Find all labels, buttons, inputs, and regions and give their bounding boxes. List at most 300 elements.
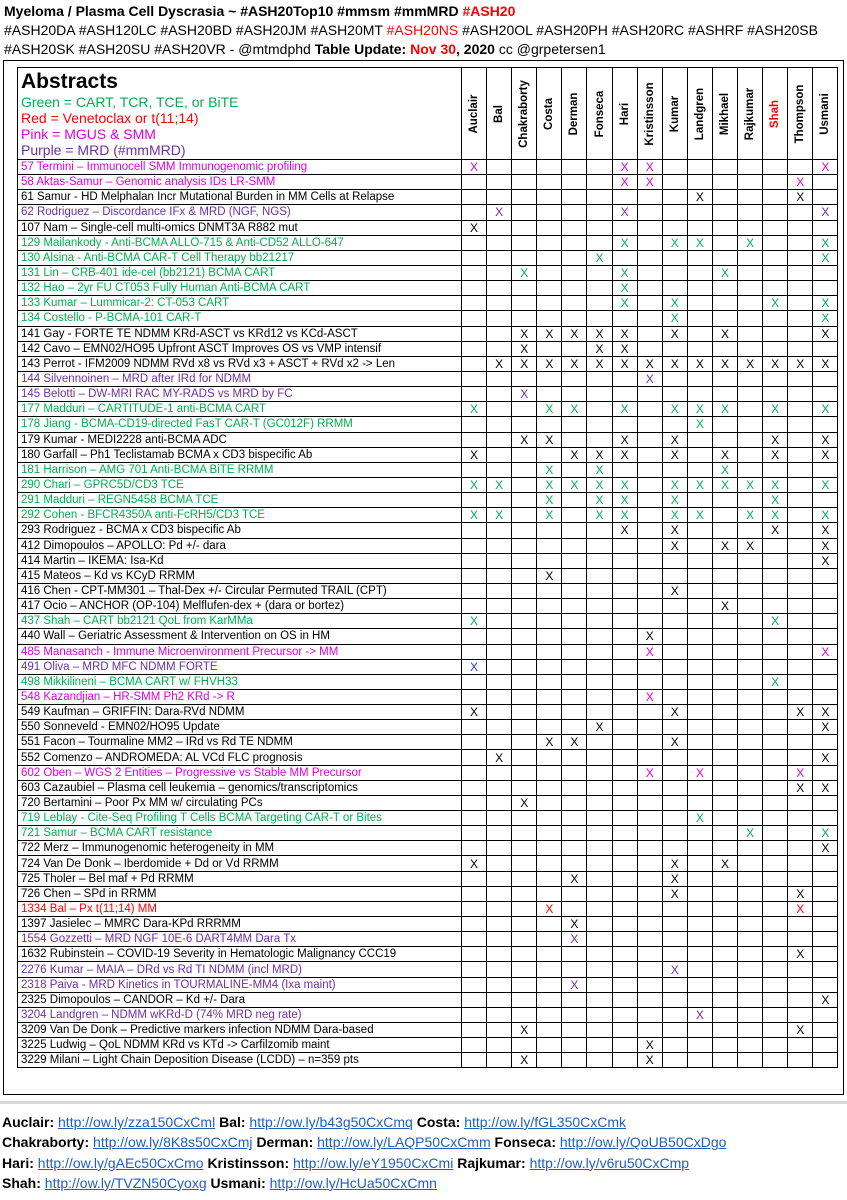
mark-cell xyxy=(813,674,838,689)
mark-cell: X xyxy=(562,356,587,371)
abstract-title: 491 Oliva – MRD MFC NDMM FORTE xyxy=(18,659,462,674)
mark-cell: X xyxy=(562,932,587,947)
table-row xyxy=(18,992,838,1007)
mark-cell xyxy=(512,932,537,947)
mark-cell xyxy=(763,689,788,704)
author-name: Mikhael xyxy=(718,92,731,135)
mark-cell: X xyxy=(712,599,737,614)
mark-cell xyxy=(813,886,838,901)
mark-cell xyxy=(687,614,712,629)
mark-cell: X xyxy=(537,493,562,508)
mark-cell xyxy=(537,553,562,568)
mark-cell xyxy=(813,265,838,280)
mark-cell: X xyxy=(763,493,788,508)
author-header-auclair xyxy=(462,68,487,160)
author-header-usmani xyxy=(813,68,838,160)
mark-cell xyxy=(562,538,587,553)
mark-cell: X xyxy=(813,780,838,795)
author-link[interactable]: http://ow.ly/zza150CxCml xyxy=(58,1114,216,1130)
table-row xyxy=(18,932,838,947)
mark-cell xyxy=(637,977,662,992)
mark-cell xyxy=(487,705,512,720)
mark-cell xyxy=(687,220,712,235)
mark-cell xyxy=(487,765,512,780)
mark-cell xyxy=(487,296,512,311)
abstract-title: 603 Cazaubiel – Plasma cell leukemia – genomics/transcriptomics xyxy=(18,780,462,795)
mark-cell xyxy=(662,977,687,992)
mark-cell xyxy=(738,629,763,644)
mark-cell xyxy=(788,417,813,432)
mark-cell xyxy=(738,220,763,235)
mark-cell xyxy=(562,780,587,795)
mark-cell: X xyxy=(537,568,562,583)
mark-cell: X xyxy=(562,735,587,750)
mark-cell xyxy=(738,205,763,220)
mark-cell xyxy=(687,750,712,765)
mark-cell xyxy=(662,417,687,432)
mark-cell xyxy=(662,175,687,190)
mark-cell xyxy=(662,281,687,296)
mark-cell xyxy=(512,1007,537,1022)
mark-cell xyxy=(637,205,662,220)
table-row xyxy=(18,493,838,508)
mark-cell xyxy=(712,932,737,947)
mark-cell: X xyxy=(512,356,537,371)
mark-cell: X xyxy=(487,356,512,371)
hashtags-b: #ASH20OL #ASH20PH #ASH20RC #ASHRF #ASH20SB xyxy=(458,22,818,38)
mark-cell xyxy=(788,1038,813,1053)
mark-cell: X xyxy=(562,477,587,492)
mark-cell xyxy=(788,341,813,356)
mark-cell: X xyxy=(462,220,487,235)
mark-cell: X xyxy=(487,508,512,523)
mark-cell xyxy=(712,705,737,720)
mark-cell xyxy=(487,780,512,795)
mark-cell xyxy=(813,932,838,947)
mark-cell xyxy=(738,705,763,720)
author-link-label: Chakraborty: xyxy=(2,1134,94,1151)
mark-cell: X xyxy=(562,871,587,886)
mark-cell: X xyxy=(587,493,612,508)
abstract-title: 440 Wall – Geriatric Assessment & Intervention on OS in HM xyxy=(18,629,462,644)
mark-cell: X xyxy=(462,160,487,175)
mark-cell xyxy=(738,780,763,795)
mark-cell xyxy=(487,553,512,568)
mark-cell xyxy=(662,1023,687,1038)
mark-cell xyxy=(562,1053,587,1068)
author-header-mikhael xyxy=(712,68,737,160)
table-row xyxy=(18,553,838,568)
mark-cell xyxy=(537,841,562,856)
mark-cell xyxy=(687,175,712,190)
mark-cell xyxy=(537,205,562,220)
mark-cell: X xyxy=(687,190,712,205)
mark-cell xyxy=(612,811,637,826)
mark-cell: X xyxy=(763,356,788,371)
mark-cell xyxy=(487,826,512,841)
mark-cell xyxy=(788,644,813,659)
mark-cell xyxy=(788,1053,813,1068)
mark-cell xyxy=(512,220,537,235)
mark-cell xyxy=(462,568,487,583)
mark-cell xyxy=(612,720,637,735)
mark-cell xyxy=(587,1038,612,1053)
mark-cell xyxy=(562,583,587,598)
mark-cell xyxy=(587,190,612,205)
mark-cell xyxy=(712,977,737,992)
mark-cell: X xyxy=(763,508,788,523)
author-link[interactable]: http://ow.ly/v6ru50CxCmp xyxy=(529,1154,690,1171)
mark-cell xyxy=(813,493,838,508)
mark-cell: X xyxy=(637,689,662,704)
author-header-chakraborty xyxy=(512,68,537,160)
mark-cell xyxy=(562,599,587,614)
author-name: Hari xyxy=(618,102,631,125)
mark-cell: X xyxy=(637,629,662,644)
table-row xyxy=(18,205,838,220)
mark-cell: X xyxy=(662,311,687,326)
mark-cell xyxy=(462,765,487,780)
table-row xyxy=(18,1038,838,1053)
mark-cell xyxy=(662,205,687,220)
mark-cell xyxy=(462,932,487,947)
mark-cell: X xyxy=(562,977,587,992)
mark-cell xyxy=(712,1038,737,1053)
mark-cell xyxy=(487,523,512,538)
mark-cell xyxy=(612,977,637,992)
mark-cell xyxy=(487,175,512,190)
mark-cell xyxy=(637,901,662,916)
table-row xyxy=(18,1023,838,1038)
mark-cell xyxy=(738,962,763,977)
mark-cell: X xyxy=(813,826,838,841)
mark-cell: X xyxy=(662,871,687,886)
mark-cell xyxy=(813,629,838,644)
mark-cell xyxy=(662,674,687,689)
footer-line xyxy=(2,1132,847,1152)
mark-cell xyxy=(462,841,487,856)
mark-cell xyxy=(712,750,737,765)
abstract-title: 142 Cavo – EMN02/HO95 Upfront ASCT Improves OS vs VMP intensif xyxy=(18,341,462,356)
mark-cell xyxy=(612,962,637,977)
mark-cell: X xyxy=(662,296,687,311)
mark-cell: X xyxy=(712,538,737,553)
footer-links xyxy=(2,1112,847,1193)
mark-cell xyxy=(487,402,512,417)
mark-cell: X xyxy=(637,356,662,371)
mark-cell xyxy=(462,750,487,765)
mark-cell xyxy=(537,417,562,432)
mark-cell xyxy=(612,629,637,644)
mark-cell xyxy=(612,750,637,765)
mark-cell: X xyxy=(788,190,813,205)
mark-cell: X xyxy=(462,856,487,871)
author-link[interactable]: http://ow.ly/LAQP50CxCmm xyxy=(317,1134,491,1151)
mark-cell xyxy=(612,901,637,916)
mark-cell xyxy=(462,644,487,659)
author-link[interactable]: http://ow.ly/8K8s50CxCmj xyxy=(93,1134,253,1151)
mark-cell xyxy=(562,614,587,629)
abstract-title: 2318 Paiva - MRD Kinetics in TOURMALINE-MM4 (Ixa maint) xyxy=(18,977,462,992)
mark-cell xyxy=(763,644,788,659)
mark-cell xyxy=(512,871,537,886)
mark-cell: X xyxy=(662,735,687,750)
mark-cell xyxy=(763,841,788,856)
mark-cell xyxy=(763,281,788,296)
mark-cell xyxy=(738,1023,763,1038)
mark-cell xyxy=(537,265,562,280)
mark-cell xyxy=(587,235,612,250)
author-link[interactable]: http://ow.ly/fGL350CxCmk xyxy=(464,1114,627,1130)
abstract-title: 61 Samur - HD Melphalan Incr Mutational Burden in MM Cells at Relapse xyxy=(18,190,462,205)
mark-cell xyxy=(687,932,712,947)
mark-cell xyxy=(562,1007,587,1022)
author-link[interactable]: http://ow.ly/TVZN50Cyoxg xyxy=(44,1174,207,1191)
mark-cell xyxy=(587,826,612,841)
mark-cell xyxy=(712,629,737,644)
mark-cell xyxy=(662,659,687,674)
mark-cell xyxy=(738,992,763,1007)
mark-cell: X xyxy=(637,644,662,659)
mark-cell xyxy=(738,720,763,735)
mark-cell xyxy=(562,523,587,538)
mark-cell xyxy=(487,886,512,901)
mark-cell xyxy=(487,447,512,462)
mark-cell: X xyxy=(712,402,737,417)
header-line-2 xyxy=(4,21,844,40)
mark-cell xyxy=(512,735,537,750)
mark-cell xyxy=(662,250,687,265)
mark-cell xyxy=(612,1038,637,1053)
mark-cell xyxy=(462,205,487,220)
mark-cell: X xyxy=(813,508,838,523)
mark-cell xyxy=(662,599,687,614)
mark-cell xyxy=(637,841,662,856)
author-link-label: Derman: xyxy=(256,1134,318,1151)
mark-cell xyxy=(637,523,662,538)
mark-cell xyxy=(487,538,512,553)
mark-cell xyxy=(738,265,763,280)
mark-cell xyxy=(487,947,512,962)
header-line-1 xyxy=(4,2,844,21)
mark-cell xyxy=(537,705,562,720)
abstract-title: 3204 Landgren – NDMM wKRd-D (74% MRD neg rate) xyxy=(18,1007,462,1022)
author-link[interactable]: http://ow.ly/eY1950CxCmi xyxy=(293,1154,454,1171)
abstract-title: 133 Kumar – Lummicar-2: CT-053 CART xyxy=(18,296,462,311)
mark-cell xyxy=(462,992,487,1007)
mark-cell xyxy=(637,735,662,750)
mark-cell xyxy=(712,886,737,901)
abstract-title: 2325 Dimopoulos – CANDOR – Kd +/- Dara xyxy=(18,992,462,1007)
mark-cell xyxy=(587,871,612,886)
mark-cell xyxy=(587,1007,612,1022)
mark-cell xyxy=(763,750,788,765)
table-row xyxy=(18,296,838,311)
mark-cell xyxy=(738,250,763,265)
mark-cell: X xyxy=(562,447,587,462)
mark-cell xyxy=(562,689,587,704)
author-link-label: Costa: xyxy=(416,1114,465,1130)
mark-cell xyxy=(487,250,512,265)
mark-cell xyxy=(763,1053,788,1068)
mark-cell xyxy=(813,175,838,190)
mark-cell xyxy=(562,432,587,447)
mark-cell xyxy=(813,387,838,402)
abstract-title: 141 Gay - FORTE TE NDMM KRd-ASCT vs KRd12 vs KCd-ASCT xyxy=(18,326,462,341)
mark-cell xyxy=(612,886,637,901)
mark-cell xyxy=(562,674,587,689)
mark-cell: X xyxy=(612,235,637,250)
mark-cell xyxy=(712,735,737,750)
author-link[interactable]: http://ow.ly/HcUa50CxCmn xyxy=(269,1174,437,1191)
legend-item-purple: Purple = MRD (#mmMRD) xyxy=(21,142,186,158)
mark-cell xyxy=(512,947,537,962)
mark-cell: X xyxy=(662,356,687,371)
mark-cell xyxy=(637,886,662,901)
mark-cell xyxy=(662,901,687,916)
mark-cell xyxy=(587,674,612,689)
author-header-kumar xyxy=(662,68,687,160)
mark-cell: X xyxy=(763,523,788,538)
mark-cell xyxy=(763,326,788,341)
mark-cell xyxy=(537,811,562,826)
mark-cell: X xyxy=(763,614,788,629)
mark-cell xyxy=(487,462,512,477)
mark-cell xyxy=(512,599,537,614)
mark-cell xyxy=(612,705,637,720)
mark-cell xyxy=(687,674,712,689)
mark-cell xyxy=(587,644,612,659)
mark-cell xyxy=(487,341,512,356)
abstract-title: 62 Rodriguez – Discordance IFx & MRD (NGF, NGS) xyxy=(18,205,462,220)
mark-cell xyxy=(462,689,487,704)
abstract-title: 130 Alsina - Anti-BCMA CAR-T Cell Therapy bb21217 xyxy=(18,250,462,265)
mark-cell xyxy=(763,568,788,583)
mark-cell xyxy=(587,583,612,598)
mark-cell xyxy=(637,553,662,568)
author-name: Rajkumar xyxy=(744,87,757,140)
mark-cell xyxy=(662,780,687,795)
mark-cell xyxy=(738,674,763,689)
mark-cell xyxy=(512,644,537,659)
mark-cell xyxy=(637,265,662,280)
mark-cell xyxy=(562,795,587,810)
mark-cell xyxy=(763,659,788,674)
mark-cell xyxy=(587,629,612,644)
mark-cell xyxy=(512,583,537,598)
mark-cell xyxy=(587,750,612,765)
mark-cell xyxy=(712,205,737,220)
mark-cell xyxy=(512,962,537,977)
table-row xyxy=(18,523,838,538)
mark-cell xyxy=(487,917,512,932)
mark-cell: X xyxy=(813,447,838,462)
mark-cell: X xyxy=(587,462,612,477)
mark-cell: X xyxy=(662,447,687,462)
mark-cell xyxy=(788,735,813,750)
mark-cell xyxy=(637,1007,662,1022)
mark-cell xyxy=(487,417,512,432)
mark-cell xyxy=(662,826,687,841)
mark-cell xyxy=(763,992,788,1007)
mark-cell xyxy=(637,795,662,810)
abstract-title: 1334 Bal – Px t(11;14) MM xyxy=(18,901,462,916)
abstract-title: 722 Merz – Immunogenomic heterogeneity in MM xyxy=(18,841,462,856)
table-row xyxy=(18,265,838,280)
mark-cell xyxy=(487,235,512,250)
mark-cell: X xyxy=(562,402,587,417)
mark-cell xyxy=(788,659,813,674)
mark-cell xyxy=(562,235,587,250)
author-link[interactable]: http://ow.ly/b43g50CxCmq xyxy=(249,1114,413,1130)
mark-cell xyxy=(712,720,737,735)
mark-cell xyxy=(763,811,788,826)
mark-cell xyxy=(788,402,813,417)
mark-cell xyxy=(637,462,662,477)
mark-cell xyxy=(788,371,813,386)
mark-cell xyxy=(662,720,687,735)
mark-cell xyxy=(512,538,537,553)
author-link[interactable]: http://ow.ly/QoUB50CxDgo xyxy=(559,1134,727,1151)
mark-cell xyxy=(487,387,512,402)
mark-cell: X xyxy=(712,856,737,871)
mark-cell xyxy=(587,311,612,326)
mark-cell xyxy=(512,614,537,629)
mark-cell xyxy=(512,705,537,720)
mark-cell xyxy=(662,1038,687,1053)
mark-cell xyxy=(462,493,487,508)
mark-cell: X xyxy=(687,1007,712,1022)
mark-cell xyxy=(637,674,662,689)
table-row xyxy=(18,1007,838,1022)
mark-cell xyxy=(512,281,537,296)
mark-cell xyxy=(562,371,587,386)
mark-cell xyxy=(637,720,662,735)
mark-cell xyxy=(712,311,737,326)
mark-cell xyxy=(738,811,763,826)
mark-cell xyxy=(687,962,712,977)
mark-cell xyxy=(813,765,838,780)
mark-cell xyxy=(587,160,612,175)
mark-cell xyxy=(562,1023,587,1038)
mark-cell xyxy=(562,886,587,901)
mark-cell xyxy=(537,1007,562,1022)
mark-cell: X xyxy=(612,175,637,190)
abstract-title: 292 Cohen - BFCR4350A anti-FcRH5/CD3 TCE xyxy=(18,508,462,523)
mark-cell xyxy=(687,371,712,386)
mark-cell: X xyxy=(813,553,838,568)
mark-cell xyxy=(637,326,662,341)
mark-cell xyxy=(662,795,687,810)
table-row xyxy=(18,250,838,265)
update-year: , 2020 xyxy=(456,41,495,57)
author-link[interactable]: http://ow.ly/gAEc50CxCmo xyxy=(37,1154,204,1171)
table-row xyxy=(18,765,838,780)
author-link-label: Rajkumar: xyxy=(457,1154,530,1171)
mark-cell xyxy=(612,311,637,326)
mark-cell xyxy=(687,583,712,598)
author-name: Kumar xyxy=(668,95,681,132)
abstract-title: 416 Chen - CPT-MM301 – Thal-Dex +/- Circular Permuted TRAIL (CPT) xyxy=(18,583,462,598)
table-row xyxy=(18,811,838,826)
mark-cell: X xyxy=(662,583,687,598)
mark-cell xyxy=(587,599,612,614)
table-row xyxy=(18,720,838,735)
mark-cell: X xyxy=(662,523,687,538)
mark-cell xyxy=(788,583,813,598)
mark-cell xyxy=(687,977,712,992)
mark-cell xyxy=(637,447,662,462)
